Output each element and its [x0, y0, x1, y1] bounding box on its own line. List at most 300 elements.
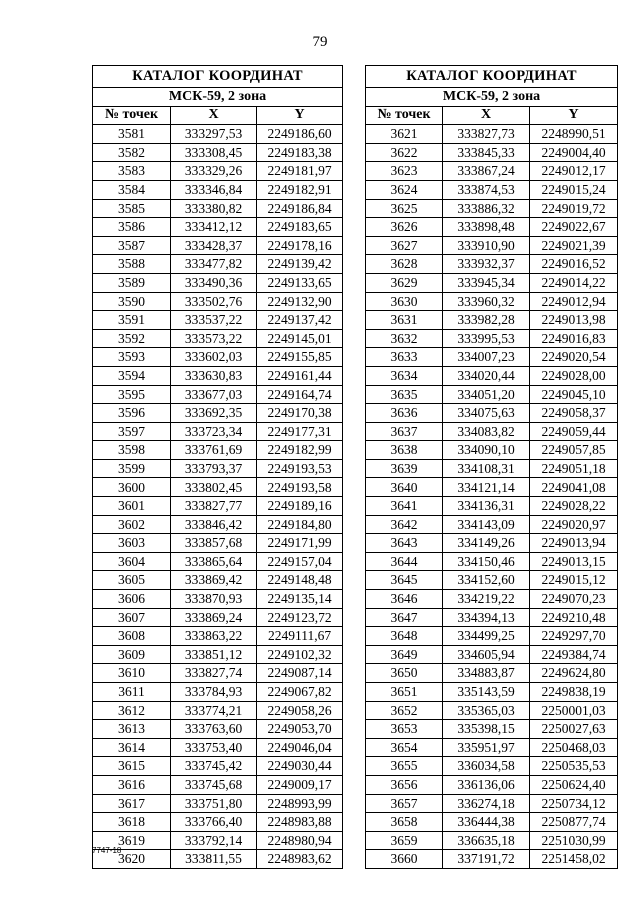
table-row: [93, 738, 343, 757]
point-number-cell: 3583: [93, 162, 171, 181]
point-number-cell: 3626: [366, 218, 443, 237]
table-row: [366, 813, 618, 832]
x-coordinate-cell: 333845,33: [443, 143, 530, 162]
table-row: [366, 515, 618, 534]
point-number-cell: 3648: [366, 627, 443, 646]
x-coordinate-cell: 333745,68: [171, 775, 257, 794]
table-row: [93, 366, 343, 385]
table-row: [366, 627, 618, 646]
y-coordinate-cell: 2249046,04: [257, 738, 343, 757]
y-coordinate-cell: 2249186,60: [257, 125, 343, 144]
x-coordinate-cell: 336635,18: [443, 831, 530, 850]
y-coordinate-cell: 2249041,08: [530, 478, 618, 497]
x-coordinate-cell: 333763,60: [171, 720, 257, 739]
table-row: [366, 385, 618, 404]
y-coordinate-cell: 2249178,16: [257, 236, 343, 255]
table-row: [93, 385, 343, 404]
point-number-cell: 3660: [366, 850, 443, 869]
point-number-cell: 3600: [93, 478, 171, 497]
table-row: [93, 404, 343, 423]
table-row: [93, 199, 343, 218]
point-number-cell: 3619: [93, 831, 171, 850]
x-coordinate-cell: 333723,34: [171, 422, 257, 441]
y-coordinate-cell: 2249012,17: [530, 162, 618, 181]
y-coordinate-cell: 2249170,38: [257, 404, 343, 423]
point-number-cell: 3587: [93, 236, 171, 255]
y-coordinate-cell: 2249189,16: [257, 497, 343, 516]
table-row: [366, 273, 618, 292]
x-coordinate-cell: 334143,09: [443, 515, 530, 534]
point-number-cell: 3644: [366, 552, 443, 571]
y-coordinate-cell: 2249145,01: [257, 329, 343, 348]
table-row: [366, 404, 618, 423]
table-row: [93, 701, 343, 720]
y-coordinate-cell: 2249051,18: [530, 459, 618, 478]
y-coordinate-cell: 2249137,42: [257, 311, 343, 330]
table-row: [93, 590, 343, 609]
y-coordinate-cell: 2249045,10: [530, 385, 618, 404]
table-row: [366, 292, 618, 311]
x-coordinate-cell: 333945,34: [443, 273, 530, 292]
point-number-cell: 3599: [93, 459, 171, 478]
y-coordinate-cell: 2250027,63: [530, 720, 618, 739]
y-coordinate-cell: 2249058,26: [257, 701, 343, 720]
table-title: КАТАЛОГ КООРДИНАТ: [366, 66, 618, 88]
point-number-cell: 3621: [366, 125, 443, 144]
point-number-cell: 3622: [366, 143, 443, 162]
table-row: [93, 775, 343, 794]
column-header-point-number: № точек: [366, 106, 443, 125]
point-number-cell: 3630: [366, 292, 443, 311]
point-number-cell: 3658: [366, 813, 443, 832]
point-number-cell: 3602: [93, 515, 171, 534]
y-coordinate-cell: 2249182,91: [257, 180, 343, 199]
y-coordinate-cell: 2249059,44: [530, 422, 618, 441]
page-number: 79: [312, 34, 328, 50]
x-coordinate-cell: 333827,74: [171, 664, 257, 683]
table-row: [366, 683, 618, 702]
table-row: [93, 329, 343, 348]
point-number-cell: 3652: [366, 701, 443, 720]
x-coordinate-cell: 333846,42: [171, 515, 257, 534]
y-coordinate-cell: 2249016,83: [530, 329, 618, 348]
point-number-cell: 3585: [93, 199, 171, 218]
point-number-cell: 3631: [366, 311, 443, 330]
x-coordinate-cell: 333869,42: [171, 571, 257, 590]
x-coordinate-cell: 334152,60: [443, 571, 530, 590]
point-number-cell: 3625: [366, 199, 443, 218]
y-coordinate-cell: 2249028,22: [530, 497, 618, 516]
x-coordinate-cell: 334150,46: [443, 552, 530, 571]
x-coordinate-cell: 333792,14: [171, 831, 257, 850]
y-coordinate-cell: 2249161,44: [257, 366, 343, 385]
x-coordinate-cell: 333502,76: [171, 292, 257, 311]
y-coordinate-cell: 2249838,19: [530, 683, 618, 702]
table-row: [366, 459, 618, 478]
point-number-cell: 3607: [93, 608, 171, 627]
point-number-cell: 3605: [93, 571, 171, 590]
point-number-cell: 3629: [366, 273, 443, 292]
x-coordinate-cell: 334605,94: [443, 645, 530, 664]
y-coordinate-cell: 2250877,74: [530, 813, 618, 832]
point-number-cell: 3638: [366, 441, 443, 460]
table-row: [93, 757, 343, 776]
y-coordinate-cell: 2249177,31: [257, 422, 343, 441]
table-row: [93, 441, 343, 460]
y-coordinate-cell: 2249171,99: [257, 534, 343, 553]
y-coordinate-cell: 2250734,12: [530, 794, 618, 813]
point-number-cell: 3588: [93, 255, 171, 274]
point-number-cell: 3653: [366, 720, 443, 739]
point-number-cell: 3659: [366, 831, 443, 850]
table-row: [93, 831, 343, 850]
x-coordinate-cell: 333537,22: [171, 311, 257, 330]
x-coordinate-cell: 333297,53: [171, 125, 257, 144]
point-number-cell: 3594: [93, 366, 171, 385]
y-coordinate-cell: 2249384,74: [530, 645, 618, 664]
x-coordinate-cell: 337191,72: [443, 850, 530, 869]
x-coordinate-cell: 333898,48: [443, 218, 530, 237]
y-coordinate-cell: 2249013,98: [530, 311, 618, 330]
table-row: [93, 813, 343, 832]
point-number-cell: 3612: [93, 701, 171, 720]
point-number-cell: 3611: [93, 683, 171, 702]
x-coordinate-cell: 333477,82: [171, 255, 257, 274]
y-coordinate-cell: 2249183,38: [257, 143, 343, 162]
x-coordinate-cell: 333602,03: [171, 348, 257, 367]
table-row: [366, 608, 618, 627]
x-coordinate-cell: 333753,40: [171, 738, 257, 757]
table-row: [366, 497, 618, 516]
table-row: [93, 645, 343, 664]
x-coordinate-cell: 333308,45: [171, 143, 257, 162]
table-row: [93, 162, 343, 181]
table-row: [366, 441, 618, 460]
point-number-cell: 3645: [366, 571, 443, 590]
table-row: [93, 422, 343, 441]
y-coordinate-cell: 2249184,80: [257, 515, 343, 534]
x-coordinate-cell: 333692,35: [171, 404, 257, 423]
y-coordinate-cell: 2248980,94: [257, 831, 343, 850]
y-coordinate-cell: 2249193,58: [257, 478, 343, 497]
y-coordinate-cell: 2249297,70: [530, 627, 618, 646]
table-row: [93, 720, 343, 739]
table-row: [93, 571, 343, 590]
y-coordinate-cell: 2249624,80: [530, 664, 618, 683]
point-number-cell: 3604: [93, 552, 171, 571]
y-coordinate-cell: 2248983,62: [257, 850, 343, 869]
table-row: [93, 664, 343, 683]
y-coordinate-cell: 2249155,85: [257, 348, 343, 367]
point-number-cell: 3610: [93, 664, 171, 683]
y-coordinate-cell: 2250468,03: [530, 738, 618, 757]
table-subtitle: МСК-59, 2 зона: [366, 88, 618, 107]
point-number-cell: 3656: [366, 775, 443, 794]
table-subtitle: МСК-59, 2 зона: [93, 88, 343, 107]
x-coordinate-cell: 333677,03: [171, 385, 257, 404]
table-row: [366, 143, 618, 162]
document-code: 7747-18: [92, 846, 122, 855]
table-body: [93, 125, 343, 869]
x-coordinate-cell: 336034,58: [443, 757, 530, 776]
point-number-cell: 3592: [93, 329, 171, 348]
point-number-cell: 3617: [93, 794, 171, 813]
table-title: КАТАЛОГ КООРДИНАТ: [93, 66, 343, 88]
x-coordinate-cell: 333745,42: [171, 757, 257, 776]
y-coordinate-cell: 2249028,00: [530, 366, 618, 385]
table-row: [93, 273, 343, 292]
x-coordinate-cell: 334108,31: [443, 459, 530, 478]
table-row: [366, 571, 618, 590]
table-row: [93, 534, 343, 553]
x-coordinate-cell: 333573,22: [171, 329, 257, 348]
table-row: [366, 255, 618, 274]
x-coordinate-cell: 333982,28: [443, 311, 530, 330]
point-number-cell: 3614: [93, 738, 171, 757]
point-number-cell: 3584: [93, 180, 171, 199]
column-header-y: Y: [257, 106, 343, 125]
y-coordinate-cell: 2249087,14: [257, 664, 343, 683]
point-number-cell: 3609: [93, 645, 171, 664]
y-coordinate-cell: 2249210,48: [530, 608, 618, 627]
table-row: [93, 125, 343, 144]
point-number-cell: 3590: [93, 292, 171, 311]
point-number-cell: 3616: [93, 775, 171, 794]
x-coordinate-cell: 333827,77: [171, 497, 257, 516]
x-coordinate-cell: 333910,90: [443, 236, 530, 255]
point-number-cell: 3624: [366, 180, 443, 199]
table-row: [93, 497, 343, 516]
point-number-cell: 3636: [366, 404, 443, 423]
point-number-cell: 3634: [366, 366, 443, 385]
x-coordinate-cell: 335143,59: [443, 683, 530, 702]
table-row: [366, 125, 618, 144]
table-row: [366, 552, 618, 571]
table-row: [366, 422, 618, 441]
x-coordinate-cell: 336136,06: [443, 775, 530, 794]
coordinate-catalog-table-left: [92, 65, 343, 869]
x-coordinate-cell: 333857,68: [171, 534, 257, 553]
y-coordinate-cell: 2249164,74: [257, 385, 343, 404]
x-coordinate-cell: 333865,64: [171, 552, 257, 571]
y-coordinate-cell: 2249070,23: [530, 590, 618, 609]
y-coordinate-cell: 2249135,14: [257, 590, 343, 609]
table-row: [366, 366, 618, 385]
table-row: [366, 738, 618, 757]
y-coordinate-cell: 2249015,12: [530, 571, 618, 590]
table-row: [93, 552, 343, 571]
x-coordinate-cell: 334136,31: [443, 497, 530, 516]
table-row: [93, 627, 343, 646]
x-coordinate-cell: 335398,15: [443, 720, 530, 739]
table-row: [366, 794, 618, 813]
y-coordinate-cell: 2249111,67: [257, 627, 343, 646]
y-coordinate-cell: 2250624,40: [530, 775, 618, 794]
point-number-cell: 3615: [93, 757, 171, 776]
y-coordinate-cell: 2249132,90: [257, 292, 343, 311]
table-row: [93, 515, 343, 534]
point-number-cell: 3641: [366, 497, 443, 516]
x-coordinate-cell: 333886,32: [443, 199, 530, 218]
table-row: [366, 162, 618, 181]
x-coordinate-cell: 333766,40: [171, 813, 257, 832]
x-coordinate-cell: 334219,22: [443, 590, 530, 609]
table-row: [93, 255, 343, 274]
x-coordinate-cell: 335365,03: [443, 701, 530, 720]
table-row: [93, 459, 343, 478]
x-coordinate-cell: 336274,18: [443, 794, 530, 813]
y-coordinate-cell: 2249123,72: [257, 608, 343, 627]
table-row: [93, 311, 343, 330]
point-number-cell: 3586: [93, 218, 171, 237]
y-coordinate-cell: 2249021,39: [530, 236, 618, 255]
x-coordinate-cell: 334883,87: [443, 664, 530, 683]
point-number-cell: 3633: [366, 348, 443, 367]
y-coordinate-cell: 2249022,67: [530, 218, 618, 237]
point-number-cell: 3637: [366, 422, 443, 441]
point-number-cell: 3640: [366, 478, 443, 497]
x-coordinate-cell: 333751,80: [171, 794, 257, 813]
x-coordinate-cell: 334007,23: [443, 348, 530, 367]
point-number-cell: 3595: [93, 385, 171, 404]
point-number-cell: 3628: [366, 255, 443, 274]
point-number-cell: 3601: [93, 497, 171, 516]
table-row: [93, 794, 343, 813]
point-number-cell: 3582: [93, 143, 171, 162]
point-number-cell: 3606: [93, 590, 171, 609]
x-coordinate-cell: 333995,53: [443, 329, 530, 348]
table-row: [93, 236, 343, 255]
table-row: [366, 664, 618, 683]
y-coordinate-cell: 2250001,03: [530, 701, 618, 720]
x-coordinate-cell: 333869,24: [171, 608, 257, 627]
point-number-cell: 3643: [366, 534, 443, 553]
point-number-cell: 3597: [93, 422, 171, 441]
point-number-cell: 3657: [366, 794, 443, 813]
x-coordinate-cell: 334083,82: [443, 422, 530, 441]
x-coordinate-cell: 334121,14: [443, 478, 530, 497]
x-coordinate-cell: 333490,36: [171, 273, 257, 292]
point-number-cell: 3639: [366, 459, 443, 478]
y-coordinate-cell: 2249004,40: [530, 143, 618, 162]
coordinate-catalog-table-right: [365, 65, 618, 869]
table-row: [93, 180, 343, 199]
point-number-cell: 3635: [366, 385, 443, 404]
table-row: [366, 850, 618, 869]
table-row: [93, 478, 343, 497]
point-number-cell: 3618: [93, 813, 171, 832]
y-coordinate-cell: 2249014,22: [530, 273, 618, 292]
y-coordinate-cell: 2249183,65: [257, 218, 343, 237]
point-number-cell: 3642: [366, 515, 443, 534]
y-coordinate-cell: 2249067,82: [257, 683, 343, 702]
table-row: [366, 199, 618, 218]
table-row: [366, 534, 618, 553]
y-coordinate-cell: 2251458,02: [530, 850, 618, 869]
x-coordinate-cell: 334020,44: [443, 366, 530, 385]
point-number-cell: 3593: [93, 348, 171, 367]
table-row: [366, 720, 618, 739]
point-number-cell: 3646: [366, 590, 443, 609]
x-coordinate-cell: 333329,26: [171, 162, 257, 181]
y-coordinate-cell: 2248990,51: [530, 125, 618, 144]
point-number-cell: 3596: [93, 404, 171, 423]
x-coordinate-cell: 334075,63: [443, 404, 530, 423]
x-coordinate-cell: 333851,12: [171, 645, 257, 664]
x-coordinate-cell: 334149,26: [443, 534, 530, 553]
x-coordinate-cell: 333380,82: [171, 199, 257, 218]
x-coordinate-cell: 333874,53: [443, 180, 530, 199]
x-coordinate-cell: 333793,37: [171, 459, 257, 478]
x-coordinate-cell: 333774,21: [171, 701, 257, 720]
table-row: [93, 348, 343, 367]
x-coordinate-cell: 333802,45: [171, 478, 257, 497]
table-row: [93, 683, 343, 702]
point-number-cell: 3591: [93, 311, 171, 330]
point-number-cell: 3620: [93, 850, 171, 869]
y-coordinate-cell: 2251030,99: [530, 831, 618, 850]
table-row: [366, 775, 618, 794]
table-row: [366, 180, 618, 199]
point-number-cell: 3623: [366, 162, 443, 181]
point-number-cell: 3632: [366, 329, 443, 348]
y-coordinate-cell: 2249182,99: [257, 441, 343, 460]
point-number-cell: 3650: [366, 664, 443, 683]
point-number-cell: 3655: [366, 757, 443, 776]
x-coordinate-cell: 333960,32: [443, 292, 530, 311]
column-header-y: Y: [530, 106, 618, 125]
table-row: [366, 645, 618, 664]
x-coordinate-cell: 336444,38: [443, 813, 530, 832]
point-number-cell: 3651: [366, 683, 443, 702]
table-row: [366, 218, 618, 237]
table-row: [93, 608, 343, 627]
point-number-cell: 3589: [93, 273, 171, 292]
y-coordinate-cell: 2249193,53: [257, 459, 343, 478]
point-number-cell: 3649: [366, 645, 443, 664]
x-coordinate-cell: 333761,69: [171, 441, 257, 460]
table-row: [93, 850, 343, 869]
table-row: [93, 143, 343, 162]
y-coordinate-cell: 2249019,72: [530, 199, 618, 218]
point-number-cell: 3603: [93, 534, 171, 553]
table-row: [366, 701, 618, 720]
y-coordinate-cell: 2249057,85: [530, 441, 618, 460]
x-coordinate-cell: 333428,37: [171, 236, 257, 255]
point-number-cell: 3613: [93, 720, 171, 739]
y-coordinate-cell: 2249013,15: [530, 552, 618, 571]
y-coordinate-cell: 2249181,97: [257, 162, 343, 181]
table-row: [93, 218, 343, 237]
x-coordinate-cell: 334090,10: [443, 441, 530, 460]
x-coordinate-cell: 333827,73: [443, 125, 530, 144]
y-coordinate-cell: 2249058,37: [530, 404, 618, 423]
x-coordinate-cell: 334394,13: [443, 608, 530, 627]
table-row: [366, 236, 618, 255]
y-coordinate-cell: 2249157,04: [257, 552, 343, 571]
y-coordinate-cell: 2248983,88: [257, 813, 343, 832]
y-coordinate-cell: 2249009,17: [257, 775, 343, 794]
point-number-cell: 3654: [366, 738, 443, 757]
table-row: [93, 292, 343, 311]
y-coordinate-cell: 2249139,42: [257, 255, 343, 274]
x-coordinate-cell: 335951,97: [443, 738, 530, 757]
x-coordinate-cell: 333346,84: [171, 180, 257, 199]
table-row: [366, 329, 618, 348]
x-coordinate-cell: 334499,25: [443, 627, 530, 646]
y-coordinate-cell: 2249148,48: [257, 571, 343, 590]
table-row: [366, 478, 618, 497]
